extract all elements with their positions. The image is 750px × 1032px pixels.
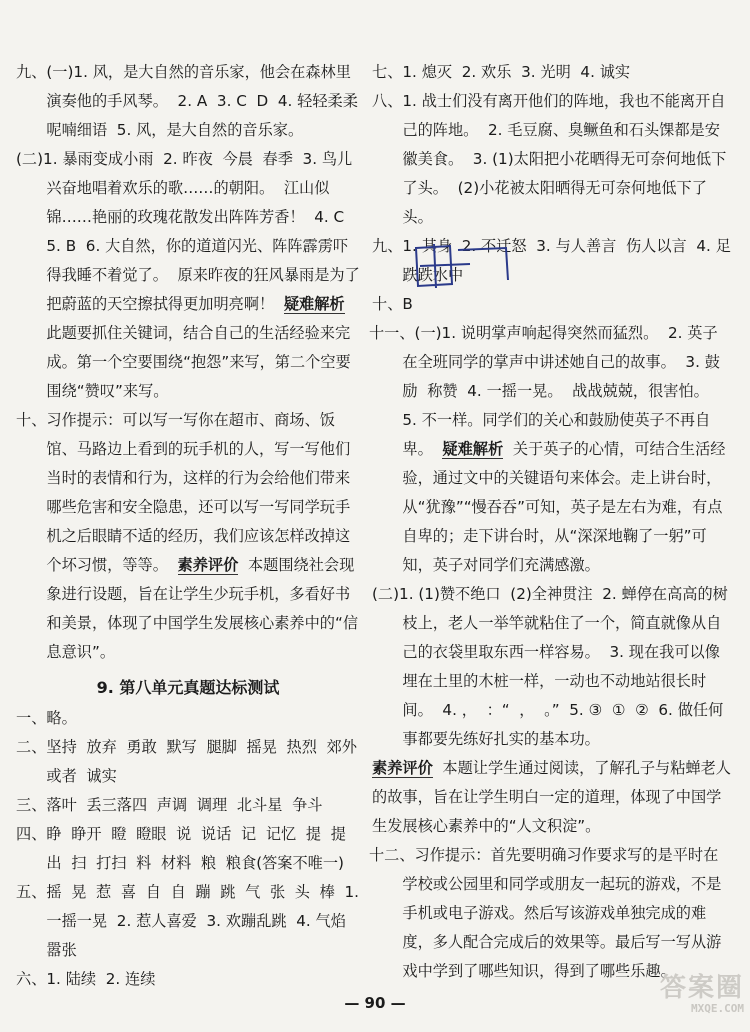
- answer-text: (二)1. (1)赞不绝口 (2)全神贯注 2. 蝉停在高高的树枝上，老人一举竿就粘住了一个，简直就像从自己的衣袋里取东西一样容易。 3. 现在我可以像埋在土里的木桩一样，一动也不动地站很长时间。 4. ， ：“ ， 。” 5. ③ ① ② 6. 做任何事都要先练好扎实的基本功。: [372, 585, 728, 748]
- answer-paragraph: [16, 145, 360, 406]
- answer-paragraph: [16, 878, 364, 965]
- watermark-logo-text: 答案圈: [659, 973, 744, 1003]
- answer-paragraph: [368, 319, 732, 580]
- watermark-url: MXQE.COM: [691, 1002, 744, 1015]
- answer-text: 七、1. 熄灭 2. 欢乐 3. 光明 4. 诚实: [372, 63, 631, 81]
- section-title: 9. 第八单元真题达标测试: [96, 678, 280, 697]
- note-tag: 疑难解析: [442, 440, 504, 458]
- answer-paragraph: [368, 841, 732, 986]
- answer-text: 二、坚持 放弃 勇敢 默写 腿脚 摇晃 热烈 郊外 或者 诚实: [16, 738, 367, 785]
- answer-text: 十二、习作提示：首先要明确习作要求写的是平时在学校或公园里和同学或朋友一起玩的游戏，不是手机或电子游戏。然后写该游戏单独完成的难度，多人配合完成后的效果等。最后写一写从游戏中学到了哪些知识，得到了哪些乐趣。: [368, 846, 722, 980]
- answer-text: 十、习作提示：可以写一写你在超市、商场、饭馆、马路边上看到的玩手机的人，写一写他们当时的表情和行为，这样的行为会给他们带来哪些危害和安全隐患，还可以写一写同学玩手机之后眼睛不适的经历，我们应该怎样改掉这个坏习惯，等等。: [16, 411, 351, 574]
- answer-paragraph: [372, 290, 732, 319]
- answer-paragraph: [16, 820, 360, 878]
- answer-text: 九、(一)1. 风，是大自然的音乐家，他会在森林里演奏他的手风琴。 2. A 3. C D 4. 轻轻柔柔 呢喃细语 5. 风，是大自然的音乐家。: [16, 63, 368, 139]
- answer-paragraph: [372, 580, 732, 754]
- note-text: 关于英子的心情，可结合生活经验，通过文中的关键语句来体会。走上讲台时，从“犹豫”“慢吞吞”可知，英子是左右为难，有点自卑的；走下讲台时，从“深深地鞠了一躬”可知，英子对同学们充满感激。: [402, 440, 726, 574]
- site-watermark: [604, 974, 744, 1024]
- answer-paragraph: [16, 58, 368, 145]
- answer-text: (二)1. 暴雨变成小雨 2. 昨夜 今晨 春季 3. 鸟儿兴奋地唱着欢乐的歌……的朝阳。 江山似锦……艳丽的玫瑰花散发出阵阵芳香！ 4. C 5. B 6. 大自然，你的道道闪光、阵阵霹雳吓得我睡不着觉了。 原来昨夜的狂风暴雨是为了把蔚蓝的天空擦拭得更加明亮啊！: [16, 150, 360, 313]
- answer-text: 九、1. 其身 2. 不迁怒 3. 与人善言 伤人以言 4. 足跌跌水中: [372, 237, 731, 284]
- answer-paragraph: [16, 406, 360, 667]
- left-column: [16, 58, 368, 994]
- answer-paragraph: [372, 754, 732, 841]
- answer-text: 六、1. 陆续 2. 连续: [16, 970, 156, 988]
- right-column: [368, 58, 732, 986]
- answer-paragraph: [16, 791, 360, 820]
- answer-paragraph: [16, 704, 360, 733]
- answer-text: 一、略。: [16, 709, 77, 727]
- note-text: 此题要抓住关键词，结合自己的生活经验来完成。第一个空要围绕“抱怨”来写，第二个空要围绕“赞叹”来写。: [46, 295, 355, 400]
- answer-text: 十、B: [372, 295, 413, 313]
- answer-text: 十一、(一)1. 说明掌声响起得突然而猛烈。 2. 英子在全班同学的掌声中讲述她自己的故事。 3. 鼓励 称赞 4. 一摇一晃。 战战兢兢，很害怕。 5. 不一样。同学们的关心和鼓励使英子不再自卑。: [368, 324, 720, 458]
- answer-paragraph: [372, 58, 732, 87]
- answer-text: 五、摇 晃 惹 喜 自 自 蹦 跳 气 张 头 棒 1. 一摇一晃 2. 惹人喜爱 3. 欢蹦乱跳 4. 气焰嚣张: [16, 883, 364, 959]
- answer-paragraph: [16, 965, 360, 994]
- note-text: 本题让学生通过阅读，了解孔子与粘蝉老人的故事，旨在让学生明白一定的道理，体现了中国学生发展核心素养中的“人文积淀”。: [372, 759, 731, 835]
- answer-paragraph: [372, 232, 732, 290]
- note-tag: 素养评价: [372, 759, 433, 777]
- answer-paragraph: [16, 733, 367, 791]
- answer-paragraph: [372, 87, 732, 232]
- note-tag: 素养评价: [177, 556, 239, 574]
- answer-text: 三、落叶 丢三落四 声调 调理 北斗星 争斗: [16, 796, 323, 814]
- answer-text: 八、1. 战士们没有离开他们的阵地，我也不能离开自己的阵地。 2. 毛豆腐、臭鳜鱼和石头馃都是安徽美食。 3. (1)太阳把小花晒得无可奈何地低下了头。 (2)小花被太阳晒得无可奈何地低下了头。: [372, 92, 727, 226]
- note-tag: 疑难解析: [283, 295, 345, 313]
- page-number: — 90 —: [344, 994, 406, 1012]
- answer-text: 四、睁 睁开 瞪 瞪眼 说 说话 记 记忆 提 提出 扫 打扫 料 材料 粮 粮食(答案不唯一): [16, 825, 346, 872]
- note-text: 本题围绕社会现象进行设题，旨在让学生少玩手机，多看好书和美景，体现了中国学生发展核心素养中的“信息意识”。: [46, 556, 359, 661]
